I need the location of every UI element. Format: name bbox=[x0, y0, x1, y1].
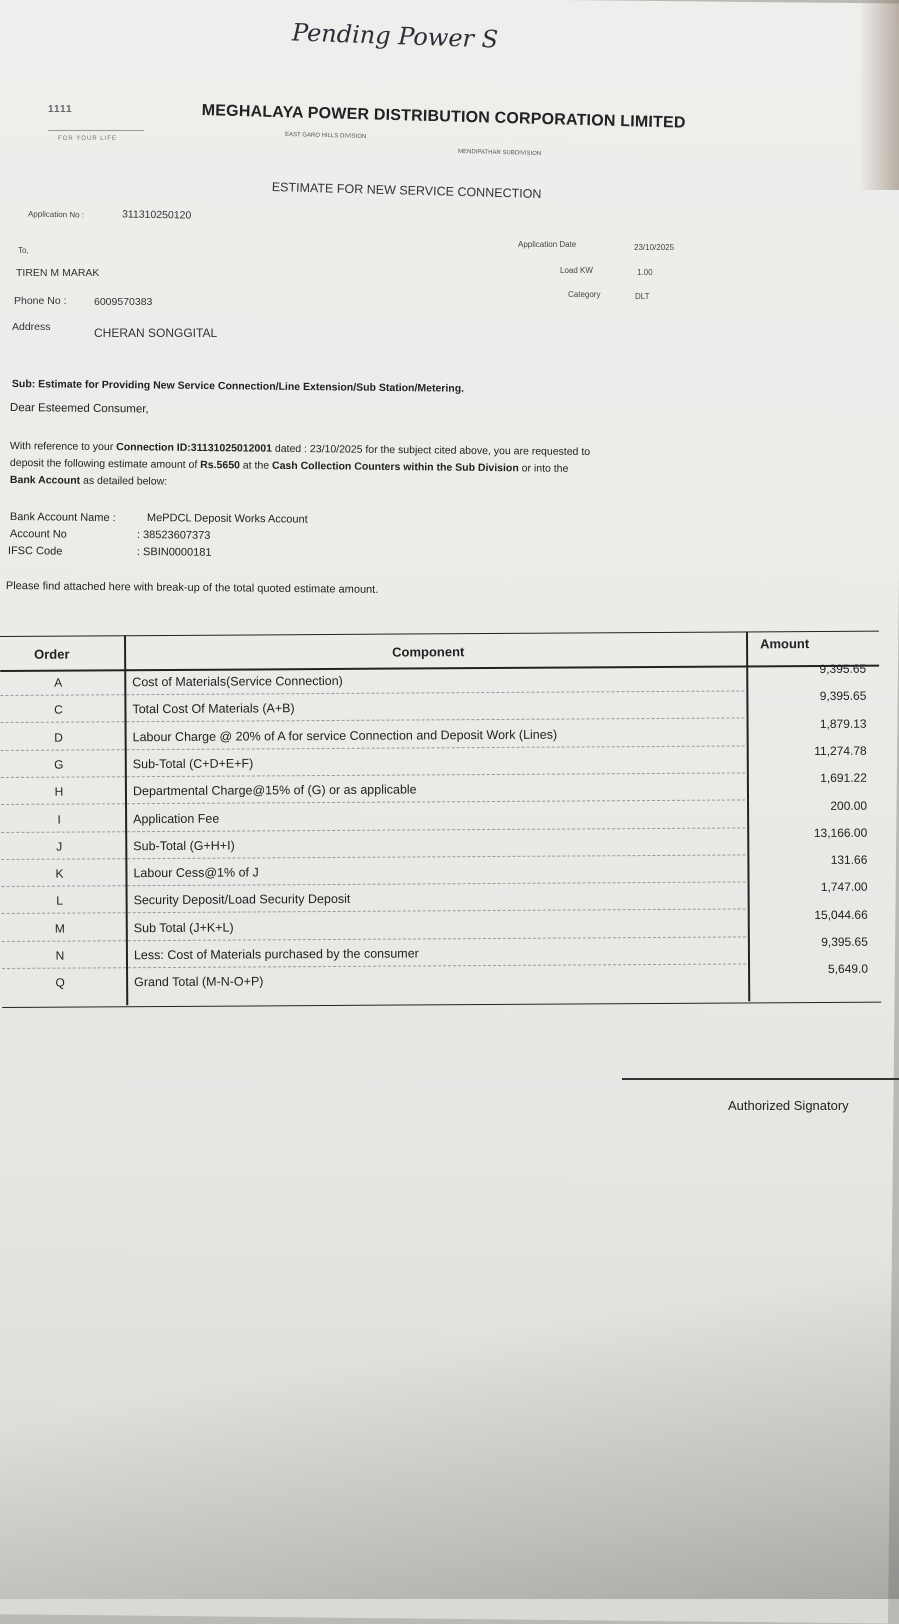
bank-account-word: Bank Account bbox=[9, 474, 81, 487]
row-component: Less: Cost of Materials purchased by the consumer bbox=[133, 946, 419, 963]
row-component: Departmental Charge@15% of (G) or as applicable bbox=[132, 782, 417, 799]
account-no-value: : 38523607373 bbox=[136, 529, 211, 542]
letter-greeting: Dear Esteemed Consumer, bbox=[9, 402, 149, 416]
text: at the bbox=[239, 459, 273, 472]
bank-name-value: MePDCL Deposit Works Account bbox=[146, 512, 308, 526]
estimate-amount: Rs.5650 bbox=[200, 458, 240, 472]
row-component: Security Deposit/Load Security Deposit bbox=[133, 892, 351, 908]
row-amount: 9,395.65 bbox=[819, 689, 867, 704]
row-amount: 1,691.22 bbox=[820, 770, 867, 786]
division-name: EAST GARO HILLS DIVISION bbox=[284, 131, 367, 141]
row-component: Application Fee bbox=[133, 811, 220, 826]
address-value: CHERAN SONGGITAL bbox=[94, 326, 218, 340]
row-amount: 11,274.78 bbox=[814, 743, 867, 758]
company-logo bbox=[48, 100, 148, 160]
handwritten-note: Pending Power S bbox=[291, 18, 499, 54]
estimate-table bbox=[0, 631, 881, 1006]
row-order: N bbox=[55, 948, 65, 963]
row-order: L bbox=[56, 894, 64, 909]
row-component: Sub-Total (G+H+I) bbox=[133, 838, 235, 853]
row-component: Grand Total (M-N-O+P) bbox=[134, 974, 264, 990]
row-amount: 200.00 bbox=[830, 798, 868, 813]
row-component: Total Cost Of Materials (A+B) bbox=[132, 701, 295, 717]
row-component: Cost of Materials(Service Connection) bbox=[132, 673, 343, 690]
text: as detailed below: bbox=[80, 474, 168, 488]
ifsc-label: IFSC Code bbox=[7, 545, 63, 558]
header-order: Order bbox=[34, 646, 70, 662]
application-no-label: Application No : bbox=[27, 209, 85, 220]
authorized-signatory: Authorized Signatory bbox=[728, 1098, 849, 1113]
document-title: ESTIMATE FOR NEW SERVICE CONNECTION bbox=[271, 180, 542, 202]
attached-note: Please find attached here with break-up of the total quoted estimate amount. bbox=[5, 580, 379, 596]
row-amount: 1,747.00 bbox=[820, 880, 868, 895]
row-order: H bbox=[54, 784, 64, 799]
ifsc-value: : SBIN0000181 bbox=[136, 546, 212, 559]
row-order: I bbox=[57, 812, 61, 827]
row-order: Q bbox=[55, 975, 65, 990]
load-label: Load KW bbox=[560, 266, 593, 275]
row-amount: 15,044.66 bbox=[814, 907, 868, 922]
to-label: To, bbox=[18, 246, 29, 255]
row-order: G bbox=[54, 757, 64, 772]
signature-line bbox=[622, 1078, 899, 1080]
load-value: 1.00 bbox=[637, 268, 653, 277]
text: dated : 23/10/2025 for the subject cited above, you are requested to bbox=[271, 442, 591, 459]
category-label: Category bbox=[568, 290, 601, 299]
row-amount: 1,879.13 bbox=[819, 716, 867, 731]
cash-counters: Cash Collection Counters within the Sub Division bbox=[271, 459, 519, 475]
bank-name-label: Bank Account Name : bbox=[9, 511, 116, 525]
row-component: Sub-Total (C+D+E+F) bbox=[132, 756, 254, 772]
background-shadow bbox=[859, 0, 899, 190]
row-component: Sub Total (J+K+L) bbox=[133, 920, 234, 935]
account-no-label: Account No bbox=[9, 528, 67, 541]
row-amount: 9,395.65 bbox=[819, 661, 867, 676]
row-amount: 131.66 bbox=[830, 852, 868, 868]
application-date-value: 23/10/2025 bbox=[634, 243, 675, 252]
logo-tagline: FOR YOUR LIFE bbox=[58, 136, 117, 142]
address-label: Address bbox=[12, 321, 51, 333]
logo-rule bbox=[48, 130, 144, 131]
row-amount: 9,395.65 bbox=[821, 934, 868, 949]
letter-paragraph-line3 bbox=[10, 474, 167, 488]
application-no-value: 311310250120 bbox=[121, 208, 192, 222]
row-amount: 13,166.00 bbox=[813, 825, 868, 840]
header-component: Component bbox=[392, 644, 465, 660]
connection-id: Connection ID:31131025012001 bbox=[116, 441, 273, 455]
text: With reference to your bbox=[9, 440, 117, 454]
text: or into the bbox=[518, 462, 569, 475]
phone-label: Phone No : bbox=[14, 295, 67, 307]
consumer-name: TIREN M MARAK bbox=[16, 267, 100, 279]
row-amount: 5,649.0 bbox=[827, 962, 869, 977]
row-order: K bbox=[55, 866, 64, 881]
row-order: M bbox=[54, 921, 65, 936]
subdivision-name: MENDIPATHAR SUBDIVISION bbox=[457, 148, 542, 158]
row-order: C bbox=[54, 702, 63, 717]
text: deposit the following estimate amount of bbox=[9, 457, 201, 471]
row-component: Labour Charge @ 20% of A for service Connection and Deposit Work (Lines) bbox=[132, 727, 558, 744]
row-order: A bbox=[54, 675, 63, 690]
logo-text: 1111 bbox=[48, 104, 73, 115]
category-value: DLT bbox=[635, 292, 650, 301]
row-order: J bbox=[56, 839, 63, 854]
company-name: MEGHALAYA POWER DISTRIBUTION CORPORATION LIMITED bbox=[201, 102, 686, 132]
phone-value: 6009570383 bbox=[94, 296, 153, 308]
application-date-label: Application Date bbox=[518, 240, 577, 249]
row-component: Labour Cess@1% of J bbox=[133, 865, 259, 881]
header-amount: Amount bbox=[760, 636, 810, 652]
row-order: D bbox=[54, 730, 63, 745]
letter-subject: Sub: Estimate for Providing New Service Connection/Line Extension/Sub Station/Metering. bbox=[11, 378, 465, 395]
